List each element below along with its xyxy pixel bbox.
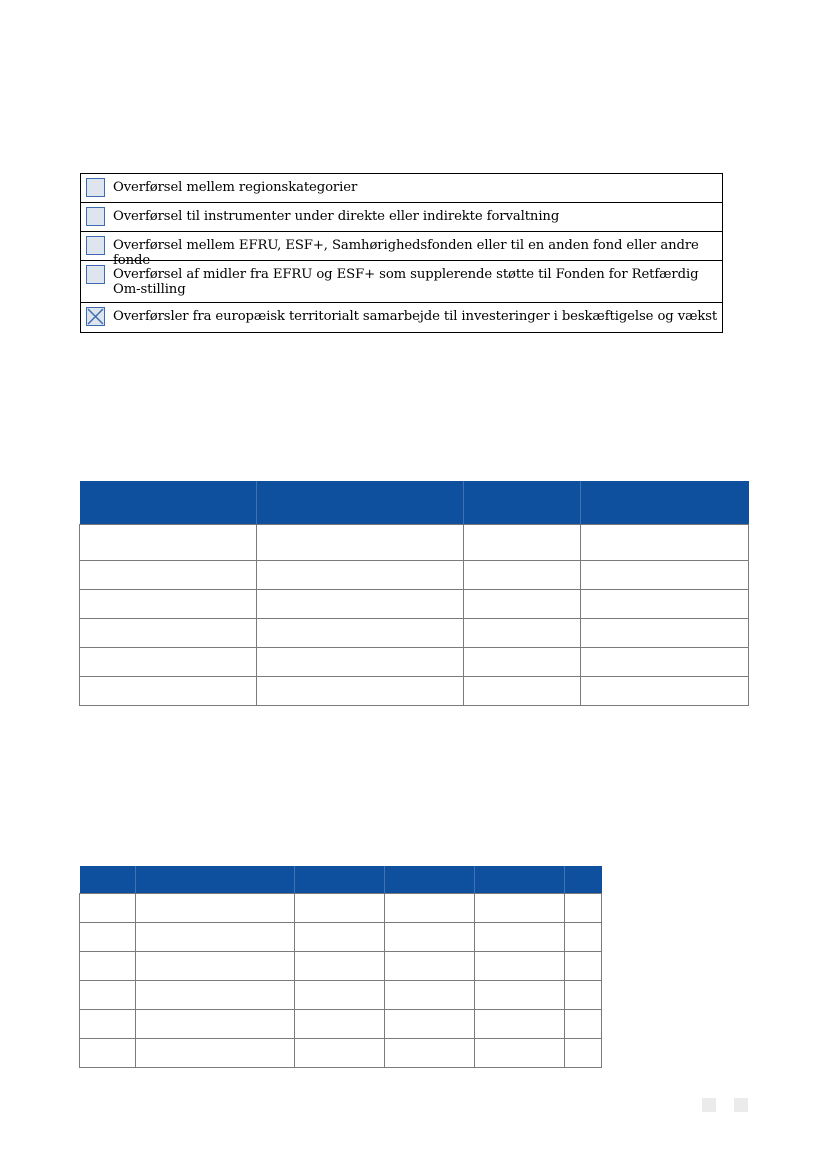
- table-cell: [581, 648, 749, 677]
- table-cell: [80, 590, 257, 619]
- table-cell: [257, 648, 464, 677]
- table-cell: [136, 952, 295, 981]
- table-cell: [257, 677, 464, 706]
- page-mark: [702, 1098, 716, 1112]
- table-cell: [136, 1039, 295, 1068]
- table-cell: [136, 894, 295, 923]
- header-cell: [257, 481, 464, 525]
- transfer-option-label: Overførsler fra europæisk territorialt samarbejde til investeringer i beskæftigelse og vækst: [113, 309, 718, 324]
- table-header-row: [80, 481, 749, 525]
- table-cell: [80, 561, 257, 590]
- table-cell: [475, 923, 565, 952]
- transfer-option: [81, 232, 722, 268]
- transfer-options-list: [80, 173, 723, 333]
- table-cell: [475, 1010, 565, 1039]
- table-cell: [565, 952, 602, 981]
- checkbox-checked[interactable]: [86, 307, 105, 326]
- table-header-row: [80, 866, 602, 894]
- table-row: [80, 1010, 602, 1039]
- table-row: [80, 894, 602, 923]
- table-cell: [565, 923, 602, 952]
- table-row: [80, 525, 749, 561]
- transfer-option-label: Overførsel mellem EFRU, ESF+, Samhørighedsfonden eller til en anden fond eller andre fonde: [113, 238, 699, 268]
- transfer-option-label: Overførsel til instrumenter under direkte eller indirekte forvaltning: [113, 209, 560, 224]
- table-row: [80, 619, 749, 648]
- table-cell: [80, 525, 257, 561]
- table-cell: [464, 590, 581, 619]
- empty-table-2: [79, 866, 602, 1068]
- table-cell: [581, 590, 749, 619]
- table-row: [80, 981, 602, 1010]
- header-cell: [136, 866, 295, 894]
- table-cell: [136, 981, 295, 1010]
- table-cell: [80, 981, 136, 1010]
- table-cell: [80, 923, 136, 952]
- table-cell: [257, 561, 464, 590]
- table-cell: [295, 923, 385, 952]
- table-cell: [295, 981, 385, 1010]
- table-row: [80, 561, 749, 590]
- table-cell: [385, 981, 475, 1010]
- table-cell: [80, 1010, 136, 1039]
- table-row: [80, 923, 602, 952]
- empty-table-1: [79, 481, 749, 706]
- table-cell: [581, 525, 749, 561]
- table-cell: [80, 648, 257, 677]
- checkbox[interactable]: [86, 236, 105, 255]
- checkbox[interactable]: [86, 265, 105, 284]
- table-cell: [295, 894, 385, 923]
- table-cell: [581, 561, 749, 590]
- table-cell: [136, 1010, 295, 1039]
- table-cell: [80, 677, 257, 706]
- table-cell: [565, 1010, 602, 1039]
- checkbox[interactable]: [86, 178, 105, 197]
- table-cell: [80, 1039, 136, 1068]
- table-row: [80, 1039, 602, 1068]
- transfer-option: [81, 303, 722, 332]
- header-cell: [581, 481, 749, 525]
- transfer-option: [81, 174, 722, 203]
- transfer-option: [81, 203, 722, 232]
- table-cell: [257, 525, 464, 561]
- table-cell: [464, 677, 581, 706]
- page-mark: [734, 1098, 748, 1112]
- table-cell: [136, 923, 295, 952]
- header-cell: [565, 866, 602, 894]
- table-row: [80, 648, 749, 677]
- table-cell: [295, 952, 385, 981]
- table-cell: [257, 619, 464, 648]
- table-cell: [565, 981, 602, 1010]
- table-cell: [80, 619, 257, 648]
- table-row: [80, 677, 749, 706]
- table-row: [80, 952, 602, 981]
- header-cell: [385, 866, 475, 894]
- table-cell: [475, 1039, 565, 1068]
- transfer-option-label: Overførsel mellem regionskategorier: [113, 180, 358, 195]
- header-cell: [295, 866, 385, 894]
- table-cell: [80, 894, 136, 923]
- table-cell: [385, 952, 475, 981]
- table-cell: [581, 619, 749, 648]
- table-cell: [257, 590, 464, 619]
- transfer-option: [81, 261, 722, 303]
- table-cell: [385, 894, 475, 923]
- table-row: [80, 590, 749, 619]
- table-cell: [464, 648, 581, 677]
- table-cell: [475, 894, 565, 923]
- table-cell: [464, 525, 581, 561]
- header-cell: [80, 866, 136, 894]
- cross-icon: [87, 308, 104, 325]
- table-cell: [565, 894, 602, 923]
- header-cell: [80, 481, 257, 525]
- header-cell: [475, 866, 565, 894]
- table-cell: [385, 1010, 475, 1039]
- table-cell: [581, 677, 749, 706]
- table-cell: [464, 619, 581, 648]
- header-cell: [464, 481, 581, 525]
- table-cell: [295, 1039, 385, 1068]
- transfer-option-label: Overførsel af midler fra EFRU og ESF+ som supplerende støtte til Fonden for Retfærdig Om-stilling: [113, 267, 699, 297]
- table-cell: [475, 981, 565, 1010]
- table-cell: [565, 1039, 602, 1068]
- table-cell: [385, 923, 475, 952]
- table-cell: [464, 561, 581, 590]
- table-cell: [295, 1010, 385, 1039]
- table-cell: [385, 1039, 475, 1068]
- checkbox[interactable]: [86, 207, 105, 226]
- table-cell: [80, 952, 136, 981]
- table-cell: [475, 952, 565, 981]
